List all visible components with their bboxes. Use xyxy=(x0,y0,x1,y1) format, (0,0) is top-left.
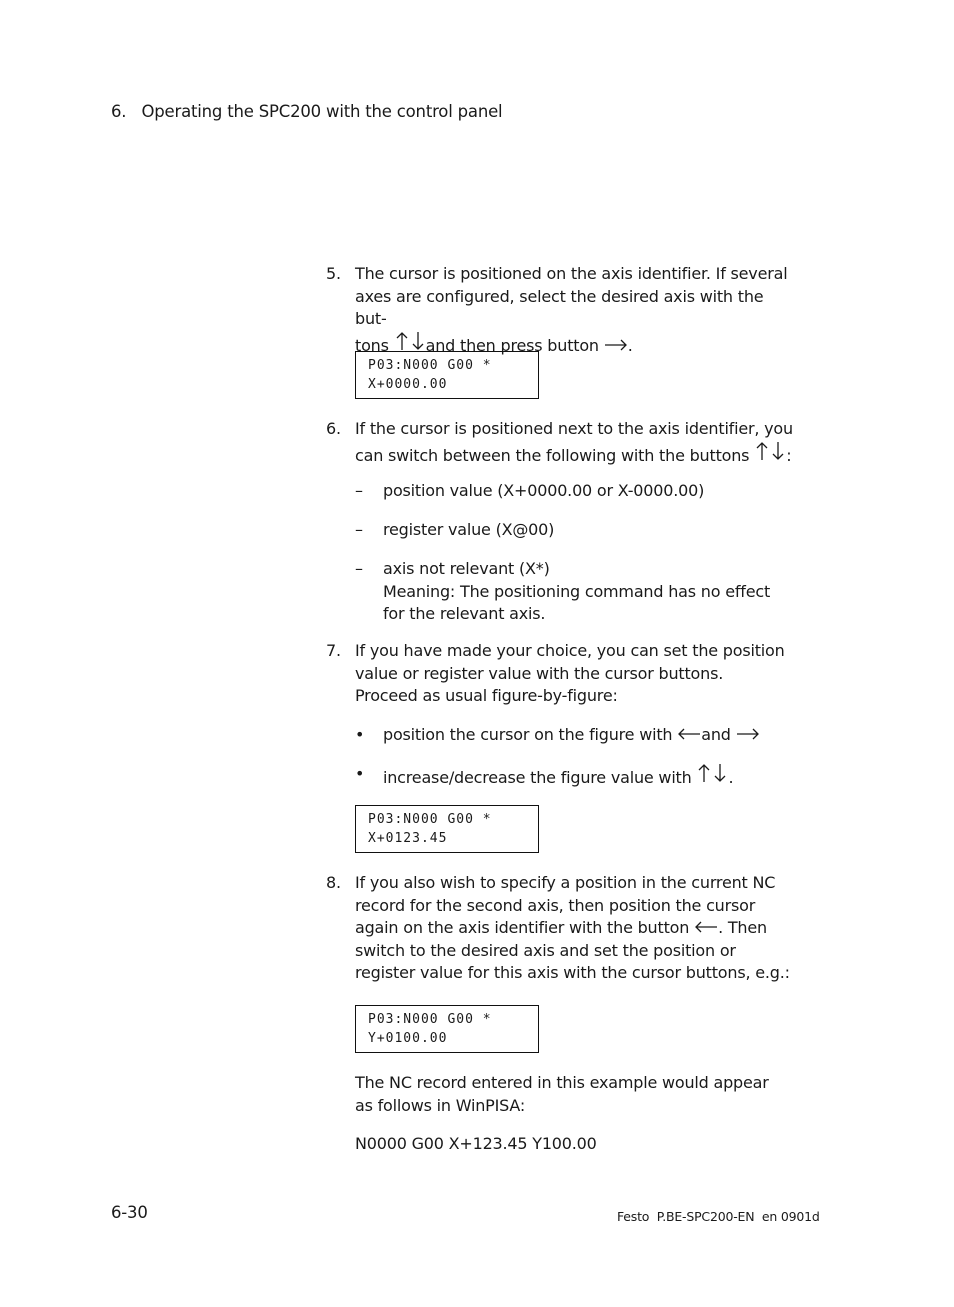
nc-record-code: N0000 G00 X+123.45 Y100.00 xyxy=(355,1134,597,1153)
step-5-text-tons: tons xyxy=(355,335,389,355)
step-5-text-press: and then press button xyxy=(425,335,599,355)
bullet-marker: • xyxy=(355,725,365,744)
lcd-display xyxy=(355,1005,539,1053)
step-6-line1: If the cursor is positioned next to the axis identifier, you xyxy=(355,419,793,438)
dash-marker: – xyxy=(355,481,363,500)
document-id: Festo P.BE-SPC200-EN en 0901d xyxy=(617,1209,820,1224)
lcd-display xyxy=(355,805,539,853)
lcd-line1: P03:N000 G00 * xyxy=(368,812,492,827)
step-5-text xyxy=(355,263,793,357)
step-7-text: If you have made your choice, you can set the position value or register value with the cursor buttons. Proceed as usual figure-by-figure: xyxy=(355,641,785,705)
list-item-and: and xyxy=(701,725,731,744)
bullet-marker: • xyxy=(355,764,365,783)
step-6-text xyxy=(355,418,800,467)
lcd-line2: X+0000.00 xyxy=(368,377,448,392)
closing-text: The NC record entered in this example would appear as follows in WinPISA: xyxy=(355,1073,769,1115)
list-item-text: axis not relevant (X*) xyxy=(383,559,550,578)
step-8-text-b: . Then switch to the desired axis and set the position or register value for this axis with the cursor buttons, e.g.: xyxy=(355,918,790,982)
step-6-colon: : xyxy=(786,445,792,465)
list-item xyxy=(383,558,795,626)
list-item xyxy=(383,724,793,747)
arrow-left-icon xyxy=(694,917,718,940)
step-number: 5. xyxy=(326,264,341,283)
lcd-line2: Y+0100.00 xyxy=(368,1031,448,1046)
lcd-display xyxy=(355,351,539,399)
lcd-line1: P03:N000 G00 * xyxy=(368,1012,492,1027)
arrow-right-icon xyxy=(604,335,628,358)
arrow-up-icon xyxy=(754,441,770,468)
list-item xyxy=(383,763,793,790)
step-8-text-a: If you also wish to specify a position in the current NC record for the second axis, then position the cursor again on the axis identifier with the button xyxy=(355,873,776,937)
arrow-down-icon xyxy=(712,763,728,790)
list-item-text: position the cursor on the figure with xyxy=(383,725,673,744)
step-number: 7. xyxy=(326,641,341,660)
arrow-up-icon xyxy=(696,763,712,790)
lcd-line2: X+0123.45 xyxy=(368,831,448,846)
list-item-period: . xyxy=(728,768,734,787)
list-item-meaning: Meaning: The positioning command has no effect for the relevant axis. xyxy=(383,581,771,623)
list-item-text: increase/decrease the figure value with xyxy=(383,768,692,787)
step-8-text xyxy=(355,872,795,985)
step-6-line2: can switch between the following with the buttons xyxy=(355,445,750,465)
list-item: register value (X@00) xyxy=(383,520,555,539)
arrow-left-icon xyxy=(677,724,701,747)
lcd-line1: P03:N000 G00 * xyxy=(368,358,492,373)
dash-marker: – xyxy=(355,559,363,578)
step-5-period: . xyxy=(627,335,633,355)
step-number: 8. xyxy=(326,873,341,892)
arrow-right-icon xyxy=(736,724,760,747)
page-number: 6-30 xyxy=(111,1203,148,1222)
step-5-text-line1: The cursor is positioned on the axis identifier. If several axes are configured, select the desired axis with the but- xyxy=(355,264,788,328)
dash-marker: – xyxy=(355,520,363,539)
page-header: 6. Operating the SPC200 with the control panel xyxy=(111,102,503,121)
step-number: 6. xyxy=(326,419,341,438)
arrow-down-icon xyxy=(770,441,786,468)
list-item: position value (X+0000.00 or X-0000.00) xyxy=(383,481,705,500)
